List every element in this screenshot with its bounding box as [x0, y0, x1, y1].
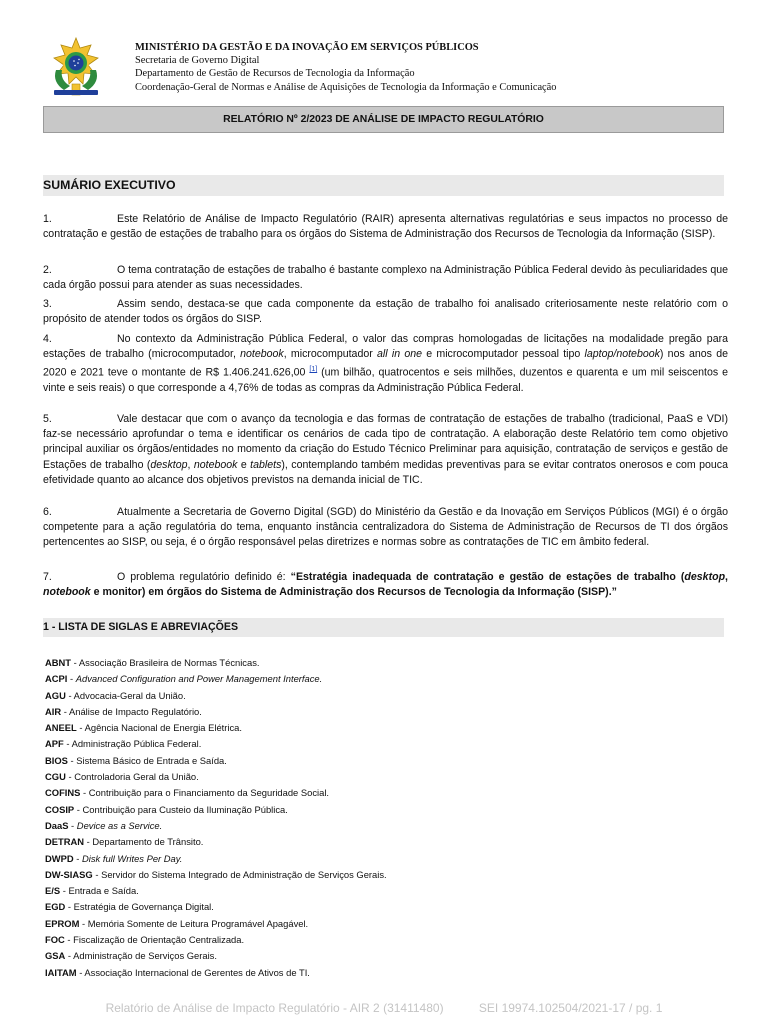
acronym-item: FOC - Fiscalização de Orientação Centralizada.: [45, 934, 245, 946]
acronym-description: Advocacia-Geral da União.: [73, 689, 186, 701]
acronym-abbr: FOC: [45, 934, 65, 946]
acronym-description: Servidor do Sistema Integrado de Administração de Serviços Gerais.: [101, 868, 387, 880]
acronym-description: Administração de Serviços Gerais.: [73, 950, 217, 962]
acronym-item: COFINS - Contribuição para o Financiamento da Seguridade Social.: [45, 787, 330, 799]
paragraph-1: [43, 212, 728, 242]
paragraph-5: 5. Vale destacar que com o avanço da tecnologia e das formas de contratação de estações de trabalho (tradicional, PaaS e VDI) faz-se necessário aprofundar o tema e identificar os cenários de cada tipo de contratação. A elaboração deste Relatório tem como objetivo principal auxiliar os órgãos/entidades no momento da criação do Estudo Técnico Preliminar para aquisição, contratação de serviços e gestão de Estações de trabalho (desktop, notebook e tablets), contemplando também medidas preventivas para se evitar contratos onerosos e com pouca efetividade quanto ao alcance dos objetivos previstos na demanda inicial de TIC.: [43, 413, 729, 486]
acronym-description: Agência Nacional de Energia Elétrica.: [84, 722, 242, 734]
acronym-item: EPROM - Memória Somente de Leitura Programável Apagável.: [45, 917, 309, 929]
acronym-description: Fiscalização de Orientação Centralizada.: [73, 934, 245, 946]
acronym-abbr: AIR: [45, 705, 62, 717]
paragraph-4: 4. No contexto da Administração Pública Federal, o valor das compras homologadas de licitações na modalidade pregão para estações de trabalho (microcomputador, notebook, microcomputador all in one e microcomputador pessoal tipo laptop/notebook) nos anos de 2020 e 2021 teve o montante de R$ 1.406.241.626,00 [1] (um bilhão, quatrocentos e seis milhões, duzentos e quarenta e um mil seiscentos e vinte e seis reais) o que corresponde a 4,76% de todas as compras da Administração Pública Federal.: [43, 333, 729, 395]
acronym-item: ACPI - Advanced Configuration and Power Management Interface.: [45, 673, 323, 685]
acronym-item: ABNT - Associação Brasileira de Normas Técnicas.: [45, 657, 260, 668]
acronym-abbr: DW-SIASG: [45, 868, 93, 880]
paragraph-text: Atualmente a Secretaria de Governo Digital (SGD) do Ministério da Gestão e da Inovação em Serviços Públicos (MGI) é o órgão competente para a ação regulatória do tema, enquanto instância centralizadora do Sistema de Administração de Recursos de TI dos órgãos pertencentes ao SISP, ou seja, é o órgão responsável pelas diretrizes e normas sobre as contratações de TIC em âmbito federal.: [43, 506, 728, 549]
acronym-list: [45, 655, 387, 981]
acronym-abbr: ACPI: [45, 673, 68, 685]
paragraph-number: 4.: [43, 333, 52, 345]
section-heading-summary: SUMÁRIO EXECUTIVO: [43, 175, 724, 196]
acronym-description: Controladoria Geral da União.: [74, 771, 199, 783]
acronym-abbr: APF: [45, 738, 64, 750]
acronym-abbr: IAITAM: [45, 966, 77, 978]
document-title: RELATÓRIO Nº 2/2023 DE ANÁLISE DE IMPACTO REGULATÓRIO: [43, 106, 724, 133]
footer-document-ref: Relatório de Análise de Impacto Regulatório - AIR 2 (31411480): [105, 1001, 444, 1015]
paragraph-6: [43, 505, 728, 551]
acronym-item: AGU - Advocacia-Geral da União.: [45, 689, 186, 701]
acronym-abbr: AGU: [45, 689, 66, 701]
acronym-description: Sistema Básico de Entrada e Saída.: [76, 754, 227, 766]
acronym-abbr: E/S: [45, 885, 61, 897]
acronym-abbr: GSA: [45, 950, 66, 962]
acronym-item: AIR - Análise de Impacto Regulatório.: [45, 705, 202, 717]
acronym-description: Análise de Impacto Regulatório.: [68, 705, 202, 717]
acronym-description: Device as a Service.: [76, 819, 163, 831]
paragraph-text: Este Relatório de Análise de Impacto Regulatório (RAIR) apresenta alternativas regulatórias e seus impactos no processo de contratação e gestão de estações de trabalho para os órgãos do Sistema de Administração dos Recursos de Tecnologia da Informação (SISP).: [43, 213, 728, 241]
footer-sei-ref: SEI 19974.102504/2021-17 / pg. 1: [478, 1001, 663, 1015]
acronym-abbr: BIOS: [45, 754, 68, 766]
paragraph-text: O tema contratação de estações de trabalho é bastante complexo na Administração Pública Federal devido às peculiaridades que cada órgão possui para atender as suas necessidades.: [43, 264, 728, 292]
acronym-description: Contribuição para o Financiamento da Seguridade Social.: [88, 787, 330, 799]
acronym-abbr: COFINS: [45, 787, 81, 799]
acronym-description: Departamento de Trânsito.: [92, 836, 204, 848]
acronym-description: Entrada e Saída.: [68, 885, 139, 897]
coordination-name: Coordenação-Geral de Normas e Análise de Aquisições de Tecnologia da Informação e Comunicação: [135, 81, 557, 93]
page-footer: [0, 1001, 768, 1015]
paragraph-number: 1.: [43, 213, 52, 225]
acronym-abbr: DWPD: [45, 852, 74, 864]
department-name: Departamento de Gestão de Recursos de Tecnologia da Informação: [135, 68, 415, 80]
acronym-item: DaaS - Device as a Service.: [45, 819, 163, 831]
acronym-item: E/S - Entrada e Saída.: [45, 885, 139, 897]
acronym-description: Estratégia de Governança Digital.: [73, 901, 214, 913]
acronym-abbr: EGD: [45, 901, 66, 913]
paragraph-number: 6.: [43, 506, 52, 518]
acronym-abbr: COSIP: [45, 803, 75, 815]
acronym-abbr: ABNT: [45, 657, 72, 668]
acronym-description: Administração Pública Federal.: [71, 738, 202, 750]
section-heading-acronyms: 1 - LISTA DE SIGLAS E ABREVIAÇÕES: [43, 618, 724, 637]
acronym-abbr: EPROM: [45, 917, 80, 929]
secretariat-name: Secretaria de Governo Digital: [135, 55, 260, 67]
ministry-name: MINISTÉRIO DA GESTÃO E DA INOVAÇÃO EM SERVIÇOS PÚBLICOS: [135, 42, 479, 53]
paragraph-7: 7. O problema regulatório definido é: “Estratégia inadequada de contratação e gestão de estações de trabalho (desktop, notebook e monitor) em órgãos do Sistema de Administração dos Recursos de Tecnologia da Informação (SISP).”: [43, 571, 728, 599]
paragraph-2: [43, 263, 728, 293]
acronym-description: Associação Brasileira de Normas Técnicas.: [78, 657, 260, 668]
acronym-abbr: ANEEL: [45, 722, 77, 734]
acronym-item: DWPD - Disk full Writes Per Day.: [45, 852, 183, 864]
acronym-description: Advanced Configuration and Power Management Interface.: [75, 673, 323, 685]
acronym-description: Contribuição para Custeio da Iluminação Pública.: [82, 803, 288, 815]
paragraph-number: 7.: [43, 571, 52, 583]
acronym-description: Memória Somente de Leitura Programável Apagável.: [87, 917, 309, 929]
acronym-item: COSIP - Contribuição para Custeio da Iluminação Pública.: [45, 803, 288, 815]
paragraph-number: 2.: [43, 264, 52, 276]
acronym-item: GSA - Administração de Serviços Gerais.: [45, 950, 217, 962]
acronym-item: IAITAM - Associação Internacional de Gerentes de Ativos de TI.: [45, 966, 310, 978]
acronym-abbr: CGU: [45, 771, 66, 783]
acronym-item: BIOS - Sistema Básico de Entrada e Saída.: [45, 754, 227, 766]
acronym-item: DW-SIASG - Servidor do Sistema Integrado de Administração de Serviços Gerais.: [45, 868, 387, 880]
acronym-abbr: DETRAN: [45, 836, 85, 848]
paragraph-text: Assim sendo, destaca-se que cada componente da estação de trabalho foi analisado criteriosamente neste relatório com o propósito de atender todos os órgãos do SISP.: [43, 298, 728, 326]
footnote-link[interactable]: [1]: [309, 366, 318, 374]
acronym-description: Associação Internacional de Gerentes de Ativos de TI.: [84, 966, 310, 978]
paragraph-number: 3.: [43, 298, 52, 310]
acronym-item: APF - Administração Pública Federal.: [45, 738, 202, 750]
acronym-item: ANEEL - Agência Nacional de Energia Elétrica.: [45, 722, 242, 734]
paragraph-number: 5.: [43, 413, 52, 425]
acronym-item: DETRAN - Departamento de Trânsito.: [45, 836, 204, 848]
acronym-abbr: DaaS: [45, 819, 69, 831]
brazil-coat-of-arms-icon: [48, 36, 104, 98]
paragraph-3: [43, 297, 728, 327]
acronym-item: EGD - Estratégia de Governança Digital.: [45, 901, 214, 913]
acronym-item: CGU - Controladoria Geral da União.: [45, 771, 199, 783]
document-header: [48, 36, 728, 100]
acronym-description: Disk full Writes Per Day.: [82, 852, 183, 864]
